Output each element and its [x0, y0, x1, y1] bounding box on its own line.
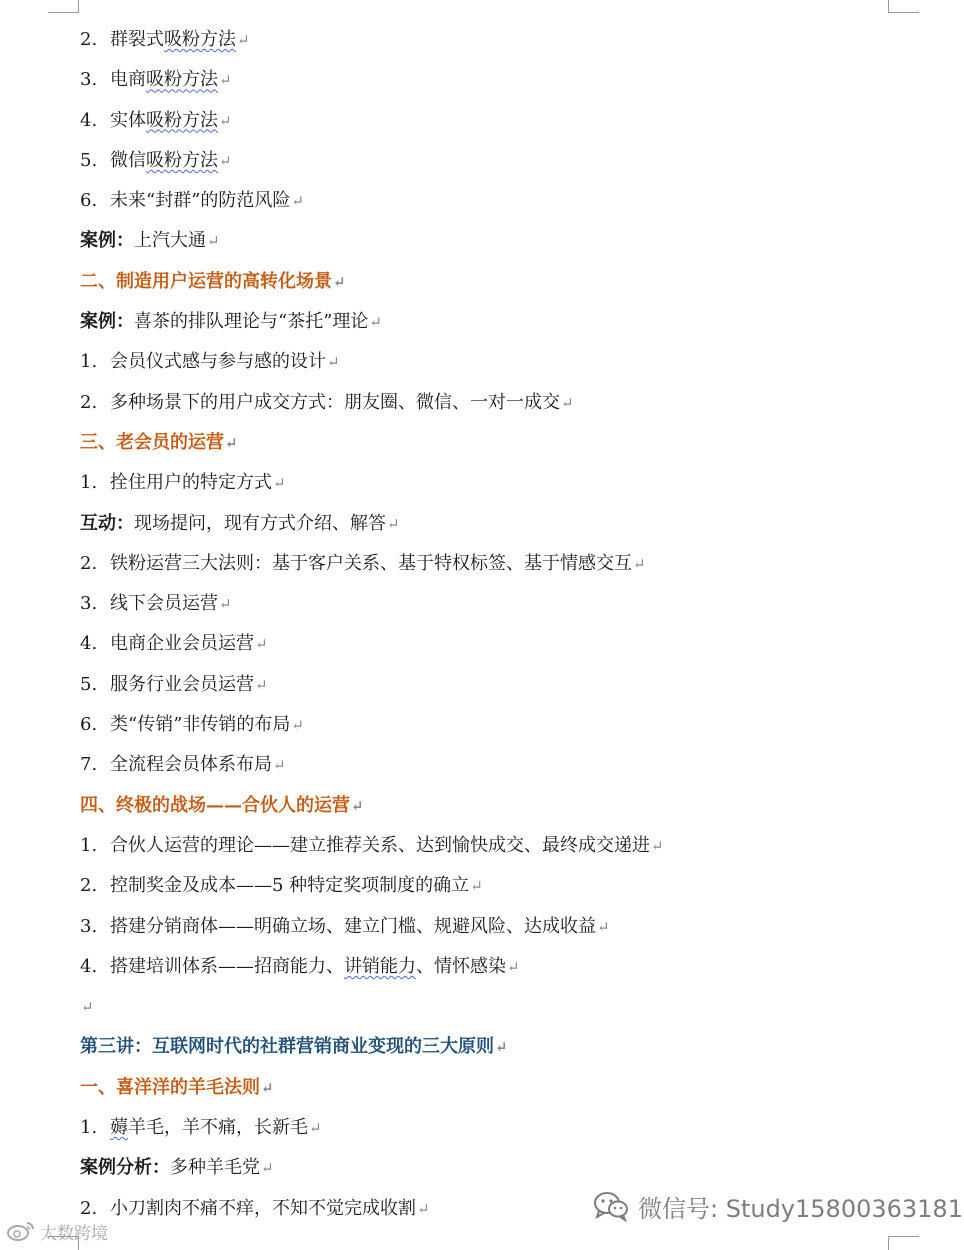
paragraph-mark-icon: ↵ — [351, 796, 364, 815]
paragraph-mark-icon: ↵ — [387, 514, 400, 533]
paragraph-mark-icon: ↵ — [225, 433, 238, 452]
line-text: 二、制造用户运营的高转化场景 — [80, 270, 332, 292]
list-number: 4. — [80, 955, 98, 977]
paragraph-mark-icon: ↵ — [495, 1038, 508, 1057]
line-text: 现场提问，现有方式介绍、解答 — [134, 512, 386, 534]
brand-watermark-text: 太数跨境 — [40, 1223, 108, 1244]
line-text: 控制奖金及成本——5 种特定奖项制度的确立 — [110, 875, 470, 897]
list-item — [80, 705, 940, 745]
margin-corner-top-right — [888, 0, 919, 13]
line-text: 微信吸粉方法 — [110, 149, 218, 171]
list-item — [80, 826, 940, 866]
paragraph-mark-icon: ↵ — [369, 313, 382, 332]
paragraph-label: 互动： — [80, 512, 134, 534]
paragraph-mark-icon: ↵ — [291, 716, 304, 735]
labeled-paragraph — [80, 302, 940, 342]
list-number: 2. — [80, 552, 98, 574]
list-number: 1. — [80, 472, 98, 494]
paragraph-mark-icon: ↵ — [309, 1119, 322, 1138]
wechat-icon — [592, 1190, 630, 1222]
line-text: 一、喜洋洋的羊毛法则 — [80, 1076, 260, 1098]
list-item — [80, 101, 940, 141]
list-item — [80, 907, 940, 947]
paragraph-mark-icon: ↵ — [273, 756, 286, 775]
line-text: 搭建培训体系——招商能力、讲销能力、情怀感染 — [110, 955, 506, 977]
list-number: 3. — [80, 915, 98, 937]
list-item — [80, 624, 940, 664]
margin-corner-top-left — [48, 0, 79, 13]
line-text: 薅羊毛，羊不痛，长新毛 — [110, 1117, 308, 1139]
line-text: 喜茶的排队理论与“茶托”理论 — [134, 311, 369, 333]
list-item — [80, 1108, 940, 1148]
line-text: 第三讲：互联网时代的社群营销商业变现的三大原则 — [80, 1036, 494, 1058]
labeled-paragraph — [80, 221, 940, 261]
paragraph-mark-icon: ↵ — [470, 877, 483, 896]
list-item — [80, 463, 940, 503]
paragraph-mark-icon: ↵ — [507, 957, 520, 976]
paragraph-mark-icon: ↵ — [261, 1159, 274, 1178]
list-item — [80, 745, 940, 785]
list-number: 1. — [80, 351, 98, 373]
paragraph-mark-icon: ↵ — [327, 353, 340, 372]
list-number: 2. — [80, 29, 98, 50]
line-text: 多种羊毛党 — [170, 1157, 260, 1179]
paragraph-mark-icon: ↵ — [207, 232, 220, 251]
list-item — [80, 947, 940, 987]
paragraph-mark-icon: ↵ — [219, 71, 232, 90]
chapter-heading — [80, 1027, 940, 1067]
paragraph-label: 案例分析： — [80, 1157, 170, 1179]
wechat-id-text: 微信号: Study15800363181 — [638, 1194, 963, 1223]
line-text: 多种场景下的用户成交方式：朋友圈、微信、一对一成交 — [110, 391, 560, 413]
list-item — [80, 584, 940, 624]
list-number: 7. — [80, 754, 98, 776]
paragraph-label: 案例： — [80, 311, 134, 333]
labeled-paragraph — [80, 1148, 940, 1188]
list-item — [80, 20, 940, 60]
margin-corner-bottom-right — [888, 1236, 919, 1250]
line-text: 三、老会员的运营 — [80, 431, 224, 453]
line-text: 电商企业会员运营 — [110, 633, 254, 655]
line-text: 群裂式吸粉方法 — [110, 29, 236, 50]
list-item — [80, 141, 940, 181]
line-text: 类“传销”非传销的布局 — [110, 714, 291, 736]
list-number: 4. — [80, 633, 98, 655]
section-heading — [80, 262, 940, 302]
paragraph-mark-icon: ↵ — [333, 272, 346, 291]
line-text: 实体吸粉方法 — [110, 109, 218, 131]
list-item — [80, 383, 940, 423]
line-text: 服务行业会员运营 — [110, 673, 254, 695]
list-number: 6. — [80, 190, 98, 212]
line-text: 会员仪式感与参与感的设计 — [110, 351, 326, 373]
list-number: 2. — [80, 1197, 98, 1219]
section-heading — [80, 1068, 940, 1108]
line-text: 搭建分销商体——明确立场、建立门槛、规避风险、达成收益 — [110, 915, 596, 937]
list-number: 2. — [80, 391, 98, 413]
blank-paragraph — [80, 987, 940, 1027]
paragraph-mark-icon: ↵ — [81, 998, 94, 1017]
list-number: 3. — [80, 593, 98, 615]
brand-watermark — [6, 1218, 108, 1244]
list-number: 4. — [80, 109, 98, 131]
line-text: 小刀割肉不痛不痒，不知不觉完成收割 — [110, 1197, 416, 1219]
weibo-icon — [6, 1220, 36, 1242]
list-item — [80, 665, 940, 705]
line-text: 全流程会员体系布局 — [110, 754, 272, 776]
paragraph-mark-icon: ↵ — [237, 31, 250, 49]
list-item — [80, 866, 940, 906]
paragraph-mark-icon: ↵ — [291, 192, 304, 211]
paragraph-label: 案例： — [80, 230, 134, 252]
list-number: 5. — [80, 673, 98, 695]
list-item — [80, 181, 940, 221]
line-text: 电商吸粉方法 — [110, 69, 218, 91]
list-number: 2. — [80, 875, 98, 897]
paragraph-mark-icon: ↵ — [255, 675, 268, 694]
list-number: 3. — [80, 69, 98, 91]
line-text: 四、终极的战场——合伙人的运营 — [80, 794, 350, 816]
paragraph-mark-icon: ↵ — [219, 111, 232, 130]
section-heading — [80, 786, 940, 826]
wechat-watermark — [592, 1186, 963, 1226]
line-text: 铁粉运营三大法则：基于客户关系、基于特权标签、基于情感交互 — [110, 552, 632, 574]
paragraph-mark-icon: ↵ — [255, 635, 268, 654]
list-item — [80, 60, 940, 100]
paragraph-mark-icon: ↵ — [597, 917, 610, 936]
list-item — [80, 544, 940, 584]
paragraph-mark-icon: ↵ — [273, 474, 286, 493]
line-text: 线下会员运营 — [110, 593, 218, 615]
paragraph-mark-icon: ↵ — [219, 151, 232, 170]
line-text: 上汽大通 — [134, 230, 206, 252]
list-number: 5. — [80, 149, 98, 171]
paragraph-mark-icon: ↵ — [417, 1199, 430, 1218]
line-text: 未来“封群”的防范风险 — [110, 190, 291, 212]
list-number: 1. — [80, 1117, 98, 1139]
list-item — [80, 342, 940, 382]
paragraph-mark-icon: ↵ — [561, 393, 574, 412]
list-number: 6. — [80, 714, 98, 736]
line-text: 合伙人运营的理论——建立推荐关系、达到愉快成交、最终成交递进 — [110, 834, 650, 856]
document-body[interactable] — [80, 20, 940, 1229]
list-number: 1. — [80, 834, 98, 856]
paragraph-mark-icon: ↵ — [651, 836, 664, 855]
paragraph-mark-icon: ↵ — [219, 595, 232, 614]
section-heading — [80, 423, 940, 463]
line-text: 拴住用户的特定方式 — [110, 472, 272, 494]
paragraph-mark-icon: ↵ — [261, 1078, 274, 1097]
labeled-paragraph — [80, 504, 940, 544]
paragraph-mark-icon: ↵ — [633, 554, 646, 573]
